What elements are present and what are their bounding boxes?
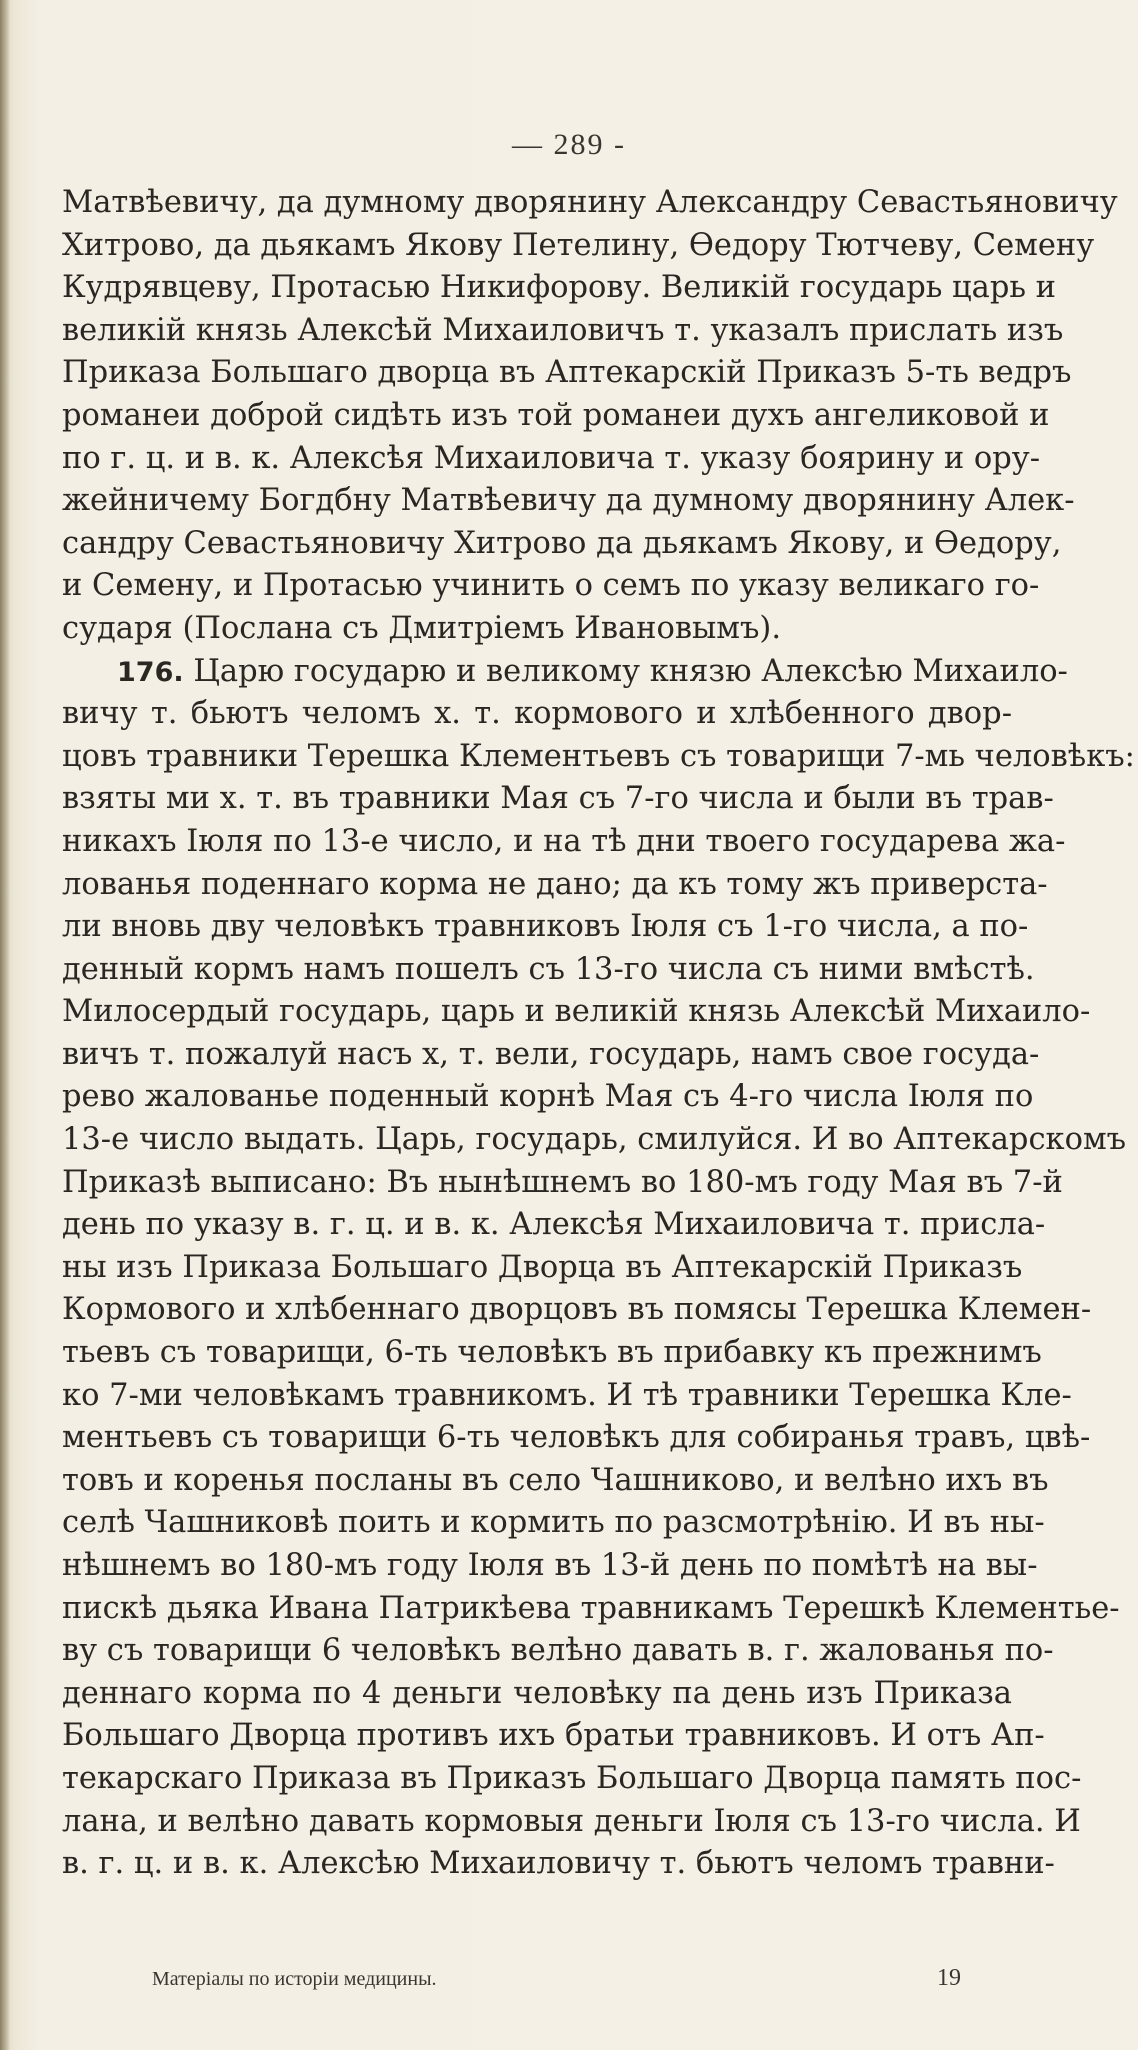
text-line: никахъ Іюля по 13-е число, и на тѣ дни твоего государева жа-	[62, 823, 1066, 859]
text-line: ли вновь дву человѣкъ травниковъ Іюля съ 1-го числа, а по-	[62, 909, 1029, 945]
text-line: в. г. ц. и в. к. Алексѣю Михаиловичу т. бьютъ челомъ травни-	[62, 1846, 1055, 1882]
entry-number: 176.	[117, 656, 184, 688]
text-line: селѣ Чашниковѣ поить и кормить по разсмотрѣнію. И въ ны-	[62, 1505, 1045, 1541]
text-line: ментьевъ съ товарищи 6-ть человѣкъ для собиранья травъ, цвѣ-	[62, 1420, 1091, 1456]
text-line: рево жалованье поденный корнѣ Мая съ 4-го числа Іюля по	[62, 1079, 1034, 1115]
footer-signature-mark: 19	[937, 1965, 961, 1991]
text-line: романеи доброй сидѣть изъ той романеи духъ ангеликовой и	[62, 397, 1050, 433]
text-line: Хитрово, да дьякамъ Якову Петелину, Ѳедору Тютчеву, Семену	[62, 227, 1095, 263]
text-line: 13-е число выдать. Царь, государь, смилуйся. И во Аптекарскомъ	[62, 1122, 1127, 1158]
text-line: товъ и коренья посланы въ село Чашниково, и велѣно ихъ въ	[62, 1462, 1049, 1498]
text-line: взяты ми х. т. въ травники Мая съ 7-го числа и были въ трав-	[62, 781, 1054, 817]
text-line: деннаго корма по 4 деньги человѣку па день изъ Приказа	[62, 1675, 1012, 1711]
book-spine-edge	[0, 0, 10, 2050]
page-number: — 289 -	[512, 128, 626, 161]
text-line: сударя (Послана съ Дмитріемъ Ивановымъ).	[62, 610, 782, 646]
text-line: великій князь Алексѣй Михаиловичъ т. указалъ прислать изъ	[62, 312, 1064, 348]
text-line: Милосердый государь, царь и великій князь Алексѣй Михаило-	[62, 994, 1091, 1030]
page-footer	[152, 1965, 961, 1998]
text-line: лана, и велѣно давать кормовыя деньги Іюля съ 13-го числа. И	[62, 1803, 1081, 1839]
text-line: текарскаго Приказа въ Приказъ Большаго Дворца память пос-	[62, 1760, 1082, 1796]
entry-176-first-line	[62, 651, 1068, 694]
text-line: вичу т. бьютъ челомъ х. т. кормового и хлѣбенного двор-	[62, 696, 1012, 732]
text-line: пискѣ дьяка Ивана Патрикѣева травникамъ Терешкѣ Клементье-	[62, 1590, 1120, 1626]
text-line: Кормового и хлѣбеннаго дворцовъ въ помясы Терешка Клемен-	[62, 1292, 1092, 1328]
text-line: Приказѣ выписано: Въ нынѣшнемъ во 180-мъ году Мая въ 7-й	[62, 1164, 1063, 1200]
text-line: лованья поденнаго корма не дано; да къ тому жъ приверста-	[62, 866, 1048, 902]
text-line: цовъ травники Терешка Клементьевъ съ товарищи 7-мь человѣкъ:	[62, 738, 1135, 774]
text-line: Кудрявцеву, Протасью Никифорову. Великій государь царь и	[62, 270, 1056, 306]
text-line: по г. ц. и в. к. Алексѣя Михаиловича т. указу боярину и ору-	[62, 440, 1041, 476]
text-line: нѣшнемъ во 180-мъ году Іюля въ 13-й день по помѣтѣ на вы-	[62, 1548, 1038, 1583]
body-text	[62, 182, 1135, 1886]
text-line: ко 7-ми человѣкамъ травникомъ. И тѣ травники Терешка Кле-	[62, 1377, 1072, 1413]
text-line: и Семену, и Протасью учинить о семъ по указу великаго го-	[62, 568, 1040, 604]
text-line: ны изъ Приказа Большаго Дворца въ Аптекарскій Приказъ	[62, 1249, 1023, 1285]
text-line: Приказа Большаго дворца въ Аптекарскій Приказъ 5-ть ведръ	[62, 355, 1072, 391]
text-line: сандру Севастьяновичу Хитрово да дьякамъ Якову, и Ѳедору,	[62, 525, 1062, 561]
footer-book-title: Матеріалы по исторіи медицины.	[152, 1968, 437, 1990]
text-line: тьевъ съ товарищи, 6-ть человѣкъ въ прибавку къ прежнимъ	[62, 1335, 1042, 1371]
text-line: Большаго Дворца противъ ихъ братьи травниковъ. И отъ Ап-	[62, 1718, 1045, 1754]
text-line: жейничему Богдбну Матвѣевичу да думному дворянину Алек-	[62, 483, 1075, 519]
entry-176-opening: Царю государю и великому князю Алексѣю Михаило-	[193, 653, 1068, 689]
text-line: день по указу в. г. ц. и в. к. Алексѣя Михаиловича т. присла-	[62, 1207, 1046, 1243]
text-line: ву съ товарищи 6 человѣкъ велѣно давать в. г. жалованья по-	[62, 1633, 1054, 1669]
text-line: Матвѣевичу, да думному дворянину Александру Севастьяновичу	[62, 185, 1118, 220]
text-line: денный кормъ намъ пошелъ съ 13-го числа съ ними вмѣстѣ.	[62, 951, 1035, 987]
text-line: вичъ т. пожалуй насъ х, т. вели, государь, намъ свое госуда-	[62, 1036, 1040, 1072]
